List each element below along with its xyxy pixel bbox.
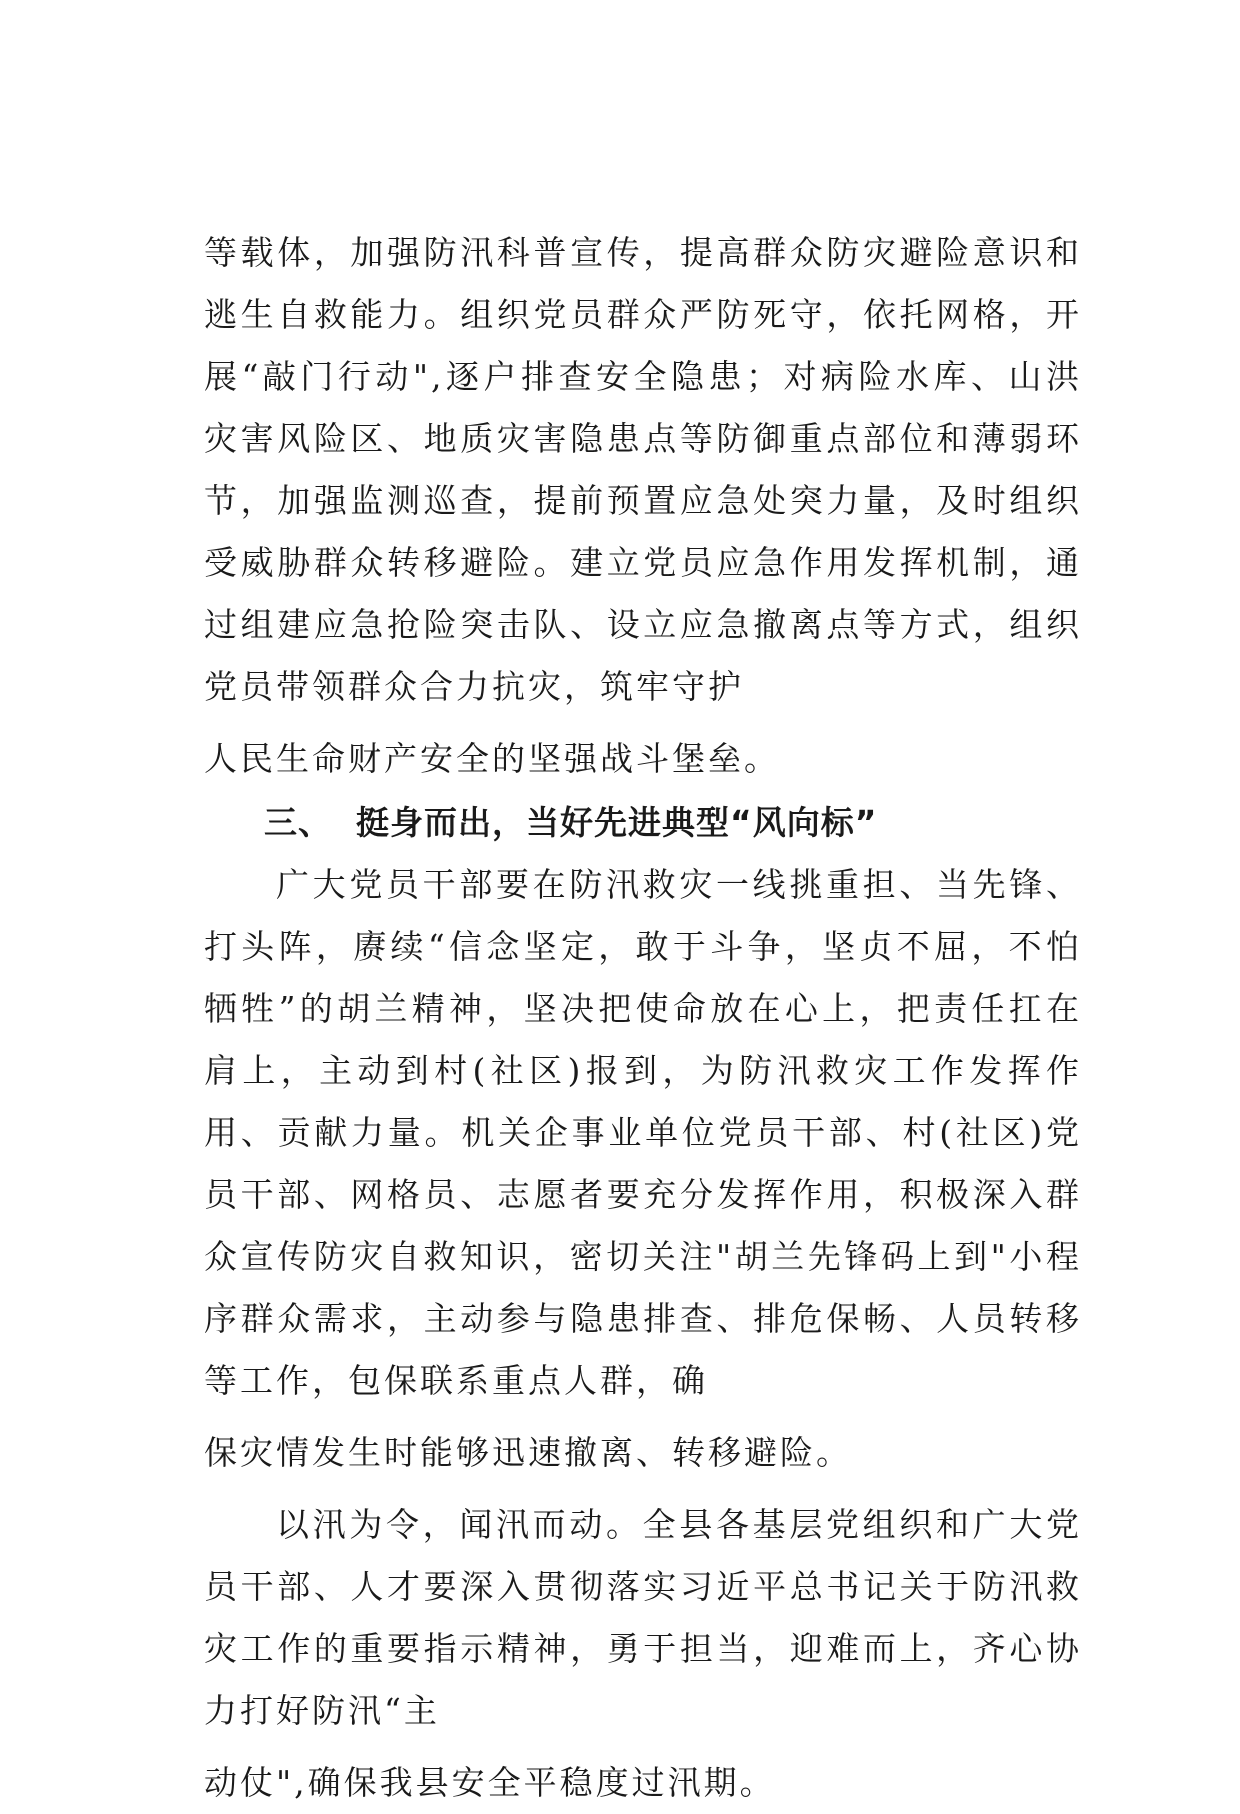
paragraph-continuation-tail	[204, 728, 1082, 790]
section-title: 挺身而出，当好先进典型“风向标”	[356, 803, 878, 842]
paragraph-continuation-text: 等载体，加强防汛科普宣传，提高群众防灾避险意识和逃生自救能力。组织党员群众严防死守，依托网格，开展“敲门行动",逐户排查安全隐患；对病险水库、山洪灾害风险区、地质灾害隐患点等防御重点部位和薄弱环节，加强监测巡查，提前预置应急处突力量，及时组织受威胁群众转移避险。建立党员应急作用发挥机制，通过组建应急抢险突击队、设立应急撤离点等方式，组织党员带领群众合力抗灾，筑牢守护	[204, 233, 1082, 706]
paragraph-section-body-tail-text: 保灾情发生时能够迅速撤离、转移避险。	[204, 1433, 852, 1472]
paragraph-closing	[204, 1494, 1082, 1742]
paragraph-closing-tail-text: 动仗",确保我县安全平稳度过汛期。	[204, 1763, 776, 1802]
paragraph-section-body-tail	[204, 1422, 1082, 1484]
document-body	[204, 222, 1082, 1814]
paragraph-section-body	[204, 854, 1082, 1412]
paragraph-section-body-text: 广大党员干部要在防汛救灾一线挑重担、当先锋、打头阵，赓续“信念坚定，敢于斗争，坚贞不屈，不怕牺牲”的胡兰精神，坚决把使命放在心上，把责任扛在肩上，主动到村(社区)报到，为防汛救灾工作发挥作用、贡献力量。机关企事业单位党员干部、村(社区)党员干部、网格员、志愿者要充分发挥作用，积极深入群众宣传防灾自救知识，密切关注"胡兰先锋码上到"小程序群众需求，主动参与隐患排查、排危保畅、人员转移等工作，包保联系重点人群，确	[204, 865, 1082, 1400]
paragraph-continuation	[204, 222, 1082, 718]
paragraph-continuation-tail-text: 人民生命财产安全的坚强战斗堡垒。	[204, 739, 780, 778]
paragraph-closing-tail	[204, 1752, 1082, 1814]
paragraph-closing-text: 以汛为令，闻汛而动。全县各基层党组织和广大党员干部、人才要深入贯彻落实习近平总书记关于防汛救灾工作的重要指示精神，勇于担当，迎难而上，齐心协力打好防汛“主	[204, 1505, 1082, 1730]
section-heading	[204, 792, 1082, 854]
section-number: 三、	[264, 803, 332, 842]
